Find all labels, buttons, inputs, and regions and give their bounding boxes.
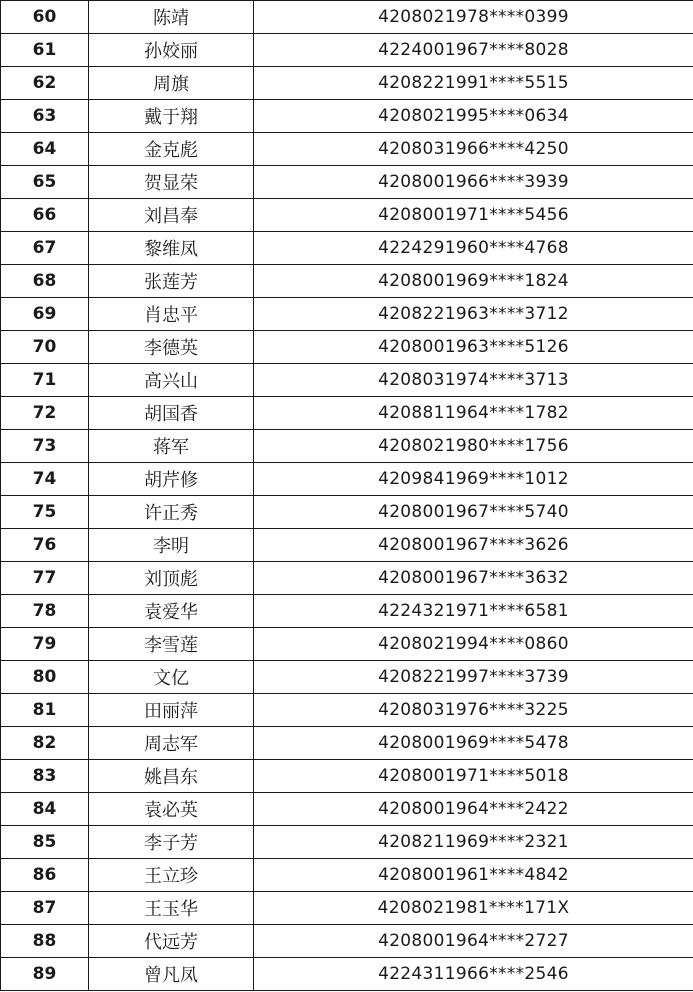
- id-number: 4208001969****1824: [254, 265, 693, 298]
- person-name: 李子芳: [89, 826, 254, 859]
- person-name: 贺显荣: [89, 166, 254, 199]
- person-name: 代远芳: [89, 925, 254, 958]
- person-name: 姚昌东: [89, 760, 254, 793]
- row-number: 76: [1, 529, 89, 562]
- id-number: 4208021981****171X: [254, 892, 693, 925]
- row-number: 80: [1, 661, 89, 694]
- id-number: 4208001969****5478: [254, 727, 693, 760]
- person-name: 高兴山: [89, 364, 254, 397]
- table-row: [1, 199, 693, 232]
- id-number: 4208001964****2727: [254, 925, 693, 958]
- table-row: [1, 925, 693, 958]
- row-number: 61: [1, 34, 89, 67]
- id-number: 4208031976****3225: [254, 694, 693, 727]
- table-row: [1, 595, 693, 628]
- row-number: 72: [1, 397, 89, 430]
- table-row: [1, 496, 693, 529]
- person-name: 李德英: [89, 331, 254, 364]
- id-number: 4208211969****2321: [254, 826, 693, 859]
- row-number: 73: [1, 430, 89, 463]
- row-number: 83: [1, 760, 89, 793]
- person-name: 袁爱华: [89, 595, 254, 628]
- row-number: 70: [1, 331, 89, 364]
- person-name: 肖忠平: [89, 298, 254, 331]
- id-number: 4224291960****4768: [254, 232, 693, 265]
- person-name: 陈靖: [89, 1, 254, 34]
- person-name: 胡国香: [89, 397, 254, 430]
- row-number: 66: [1, 199, 89, 232]
- row-number: 81: [1, 694, 89, 727]
- id-number: 4208031966****4250: [254, 133, 693, 166]
- row-number: 62: [1, 67, 89, 100]
- person-name: 刘顶彪: [89, 562, 254, 595]
- person-name: 王玉华: [89, 892, 254, 925]
- table-row: [1, 331, 693, 364]
- person-name: 田丽萍: [89, 694, 254, 727]
- row-number: 65: [1, 166, 89, 199]
- person-name: 周旗: [89, 67, 254, 100]
- person-name: 文亿: [89, 661, 254, 694]
- row-number: 60: [1, 1, 89, 34]
- roster-body: [1, 1, 693, 991]
- id-number: 4208001961****4842: [254, 859, 693, 892]
- table-row: [1, 562, 693, 595]
- person-name: 戴于翔: [89, 100, 254, 133]
- table-row: [1, 298, 693, 331]
- table-row: [1, 529, 693, 562]
- id-number: 4224321971****6581: [254, 595, 693, 628]
- table-row: [1, 67, 693, 100]
- person-name: 胡芹修: [89, 463, 254, 496]
- table-row: [1, 265, 693, 298]
- table-row: [1, 34, 693, 67]
- table-row: [1, 727, 693, 760]
- row-number: 79: [1, 628, 89, 661]
- row-number: 74: [1, 463, 89, 496]
- row-number: 68: [1, 265, 89, 298]
- row-number: 84: [1, 793, 89, 826]
- id-number: 4208001967****3626: [254, 529, 693, 562]
- person-name: 王立珍: [89, 859, 254, 892]
- table-row: [1, 232, 693, 265]
- row-number: 89: [1, 958, 89, 991]
- id-number: 4224001967****8028: [254, 34, 693, 67]
- person-name: 张莲芳: [89, 265, 254, 298]
- row-number: 63: [1, 100, 89, 133]
- person-name: 曾凡凤: [89, 958, 254, 991]
- table-row: [1, 397, 693, 430]
- id-number: 4208021994****0860: [254, 628, 693, 661]
- person-name: 袁必英: [89, 793, 254, 826]
- id-number: 4208021995****0634: [254, 100, 693, 133]
- table-row: [1, 166, 693, 199]
- row-number: 85: [1, 826, 89, 859]
- id-number: 4208001964****2422: [254, 793, 693, 826]
- id-number: 4208001967****3632: [254, 562, 693, 595]
- person-name: 刘昌奉: [89, 199, 254, 232]
- row-number: 82: [1, 727, 89, 760]
- table-row: [1, 826, 693, 859]
- table-row: [1, 694, 693, 727]
- table-row: [1, 793, 693, 826]
- id-number: 4208001966****3939: [254, 166, 693, 199]
- person-name: 金克彪: [89, 133, 254, 166]
- id-number: 4208021980****1756: [254, 430, 693, 463]
- id-number: 4209841969****1012: [254, 463, 693, 496]
- table-row: [1, 859, 693, 892]
- person-name: 孙姣丽: [89, 34, 254, 67]
- row-number: 78: [1, 595, 89, 628]
- table-row: [1, 892, 693, 925]
- id-number: 4208001971****5018: [254, 760, 693, 793]
- table-row: [1, 364, 693, 397]
- person-name: 李雪莲: [89, 628, 254, 661]
- id-number: 4208001963****5126: [254, 331, 693, 364]
- id-number: 4224311966****2546: [254, 958, 693, 991]
- id-number: 4208001967****5740: [254, 496, 693, 529]
- table-row: [1, 1, 693, 34]
- person-name: 黎维凤: [89, 232, 254, 265]
- row-number: 69: [1, 298, 89, 331]
- table-row: [1, 760, 693, 793]
- row-number: 67: [1, 232, 89, 265]
- table-row: [1, 430, 693, 463]
- row-number: 64: [1, 133, 89, 166]
- id-number: 4208001971****5456: [254, 199, 693, 232]
- table-row: [1, 661, 693, 694]
- table-row: [1, 463, 693, 496]
- row-number: 71: [1, 364, 89, 397]
- table-row: [1, 100, 693, 133]
- row-number: 87: [1, 892, 89, 925]
- row-number: 75: [1, 496, 89, 529]
- person-name: 周志军: [89, 727, 254, 760]
- id-number: 4208021978****0399: [254, 1, 693, 34]
- id-number: 4208221963****3712: [254, 298, 693, 331]
- table-row: [1, 958, 693, 991]
- id-number: 4208811964****1782: [254, 397, 693, 430]
- person-name: 蒋军: [89, 430, 254, 463]
- table-row: [1, 133, 693, 166]
- person-name: 李明: [89, 529, 254, 562]
- id-number: 4208221997****3739: [254, 661, 693, 694]
- id-number: 4208221991****5515: [254, 67, 693, 100]
- person-name: 许正秀: [89, 496, 254, 529]
- table-row: [1, 628, 693, 661]
- id-number: 4208031974****3713: [254, 364, 693, 397]
- row-number: 77: [1, 562, 89, 595]
- row-number: 88: [1, 925, 89, 958]
- row-number: 86: [1, 859, 89, 892]
